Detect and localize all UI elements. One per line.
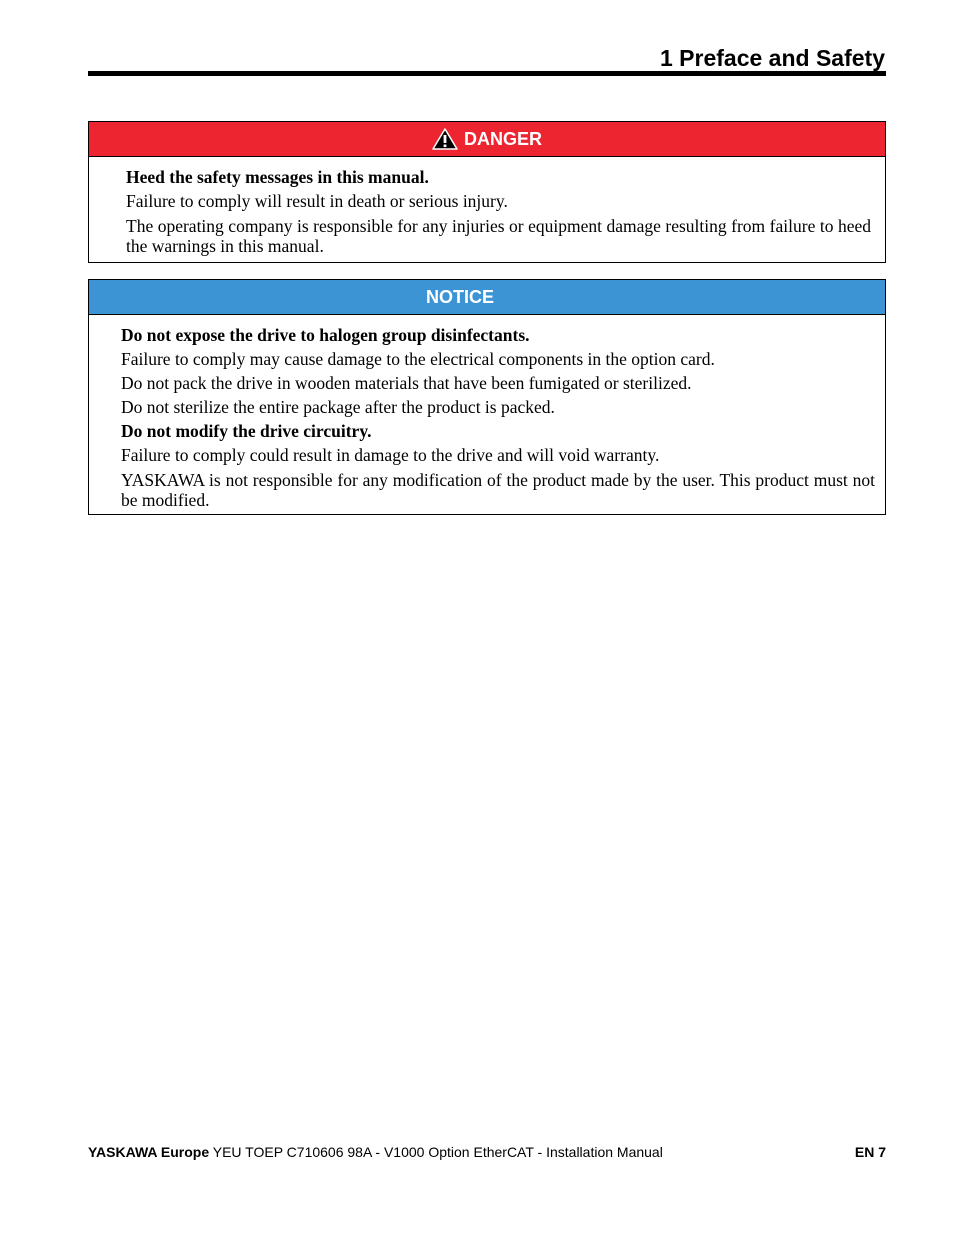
notice-label: NOTICE [425, 286, 494, 307]
notice-line-7: YASKAWA is not responsible for any modification of the product made by the user. This product must not be modified. [121, 470, 875, 510]
notice-line-6: Failure to comply could result in damage to the drive and will void warranty. [121, 445, 660, 465]
notice-line-4: Do not sterilize the entire package after the product is packed. [121, 397, 555, 417]
notice-header [89, 280, 885, 315]
danger-box [88, 121, 886, 263]
danger-header [89, 122, 885, 157]
page-number: EN 7 [854, 1144, 886, 1160]
notice-line-5: Do not modify the drive circuitry. [121, 421, 372, 441]
header-rule [88, 71, 886, 76]
notice-body [89, 315, 885, 510]
footer-doc-title: YEU TOEP C710606 98A - V1000 Option EtherCAT - Installation Manual [209, 1144, 663, 1160]
danger-line-3: The operating company is responsible for any injuries or equipment damage resulting from failure to heed the warnings in this manual. [126, 216, 871, 256]
danger-line-1: Heed the safety messages in this manual. [126, 167, 429, 187]
notice-line-3: Do not pack the drive in wooden materials that have been fumigated or sterilized. [121, 373, 692, 393]
danger-line-2: Failure to comply will result in death or serious injury. [126, 191, 508, 211]
warning-triangle-icon [432, 128, 458, 150]
page-footer [88, 1143, 886, 1161]
footer-brand: YASKAWA Europe [88, 1144, 210, 1160]
footer-doc-info [88, 1143, 663, 1161]
danger-body [89, 157, 885, 256]
danger-label: DANGER [463, 128, 542, 149]
notice-line-2: Failure to comply may cause damage to the electrical components in the option card. [121, 349, 715, 369]
notice-box [88, 279, 886, 515]
notice-line-1: Do not expose the drive to halogen group disinfectants. [121, 325, 530, 345]
page-section-title: 1 Preface and Safety [659, 45, 885, 71]
